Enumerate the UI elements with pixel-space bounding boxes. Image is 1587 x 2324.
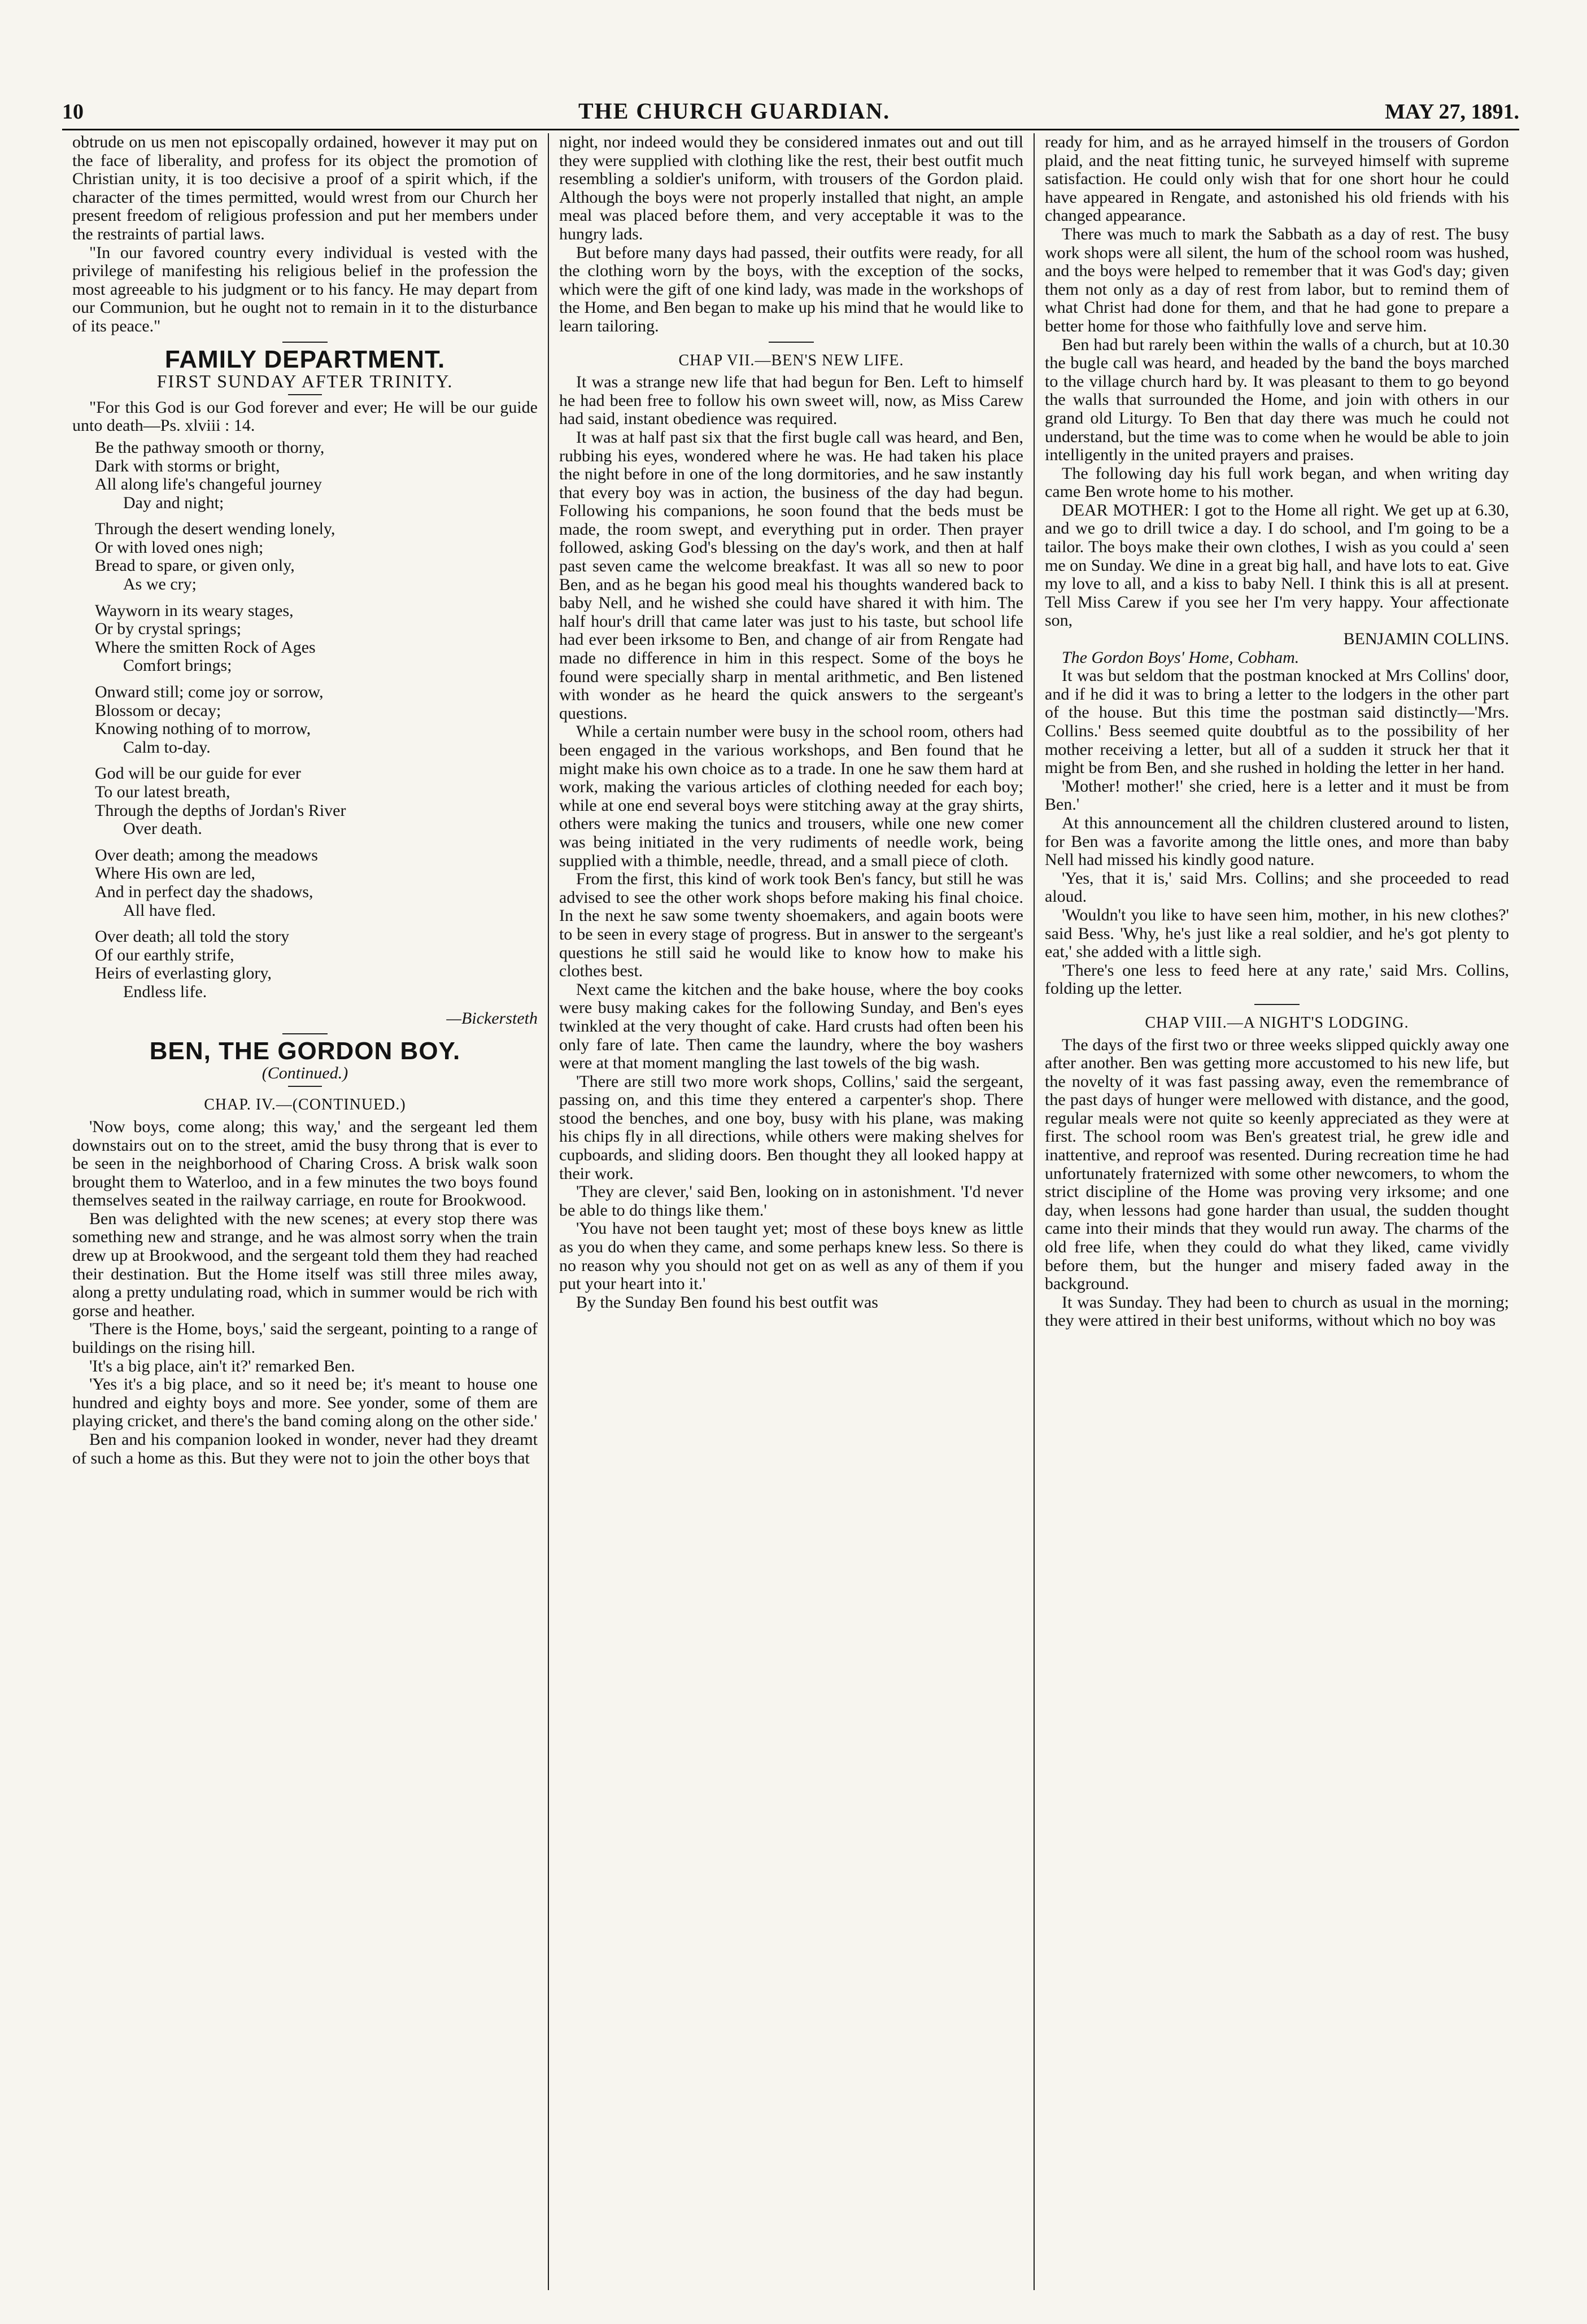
poem-line: Where His own are led, bbox=[95, 864, 256, 883]
poem-line: Through the depths of Jordan's River bbox=[95, 801, 346, 820]
article-paragraph: Ben had but rarely been within the walls of a church, but at 10.30 the bugle call was heard, and headed by the band the boys marched to the village church hard by. It was pleasant to them to go beyond the walls that surrounded the Home, and join with others in our grand old Liturgy. To Ben that day there was much he could not understand, but the time was to come when he would be able to join intelligently in the united prayers and praises. bbox=[1045, 335, 1509, 465]
poem-line: Of our earthly strife, bbox=[95, 945, 234, 964]
letter-body: DEAR MOTHER: I got to the Home all right. We get up at 6.30, and we go to drill twice a day. I do school, and I'm going to be a tailor. The boys make their own clothes, I wish as you could a' seen me on Sunday. We dine in a great big hall, and have lots to eat. Give my love to all, and a kiss to baby Nell. I think this is all at present. Tell Miss Carew if you see her I'm very happy. Your affectionate son, bbox=[1045, 500, 1509, 630]
article-paragraph: 'There's one less to feed here at any rate,' said Mrs. Collins, folding up the letter. bbox=[1045, 960, 1509, 998]
divider bbox=[1254, 1004, 1300, 1005]
poem-stanza bbox=[95, 520, 538, 593]
divider bbox=[769, 342, 814, 343]
family-department-heading: FAMILY DEPARTMENT. bbox=[164, 345, 446, 373]
poem-line: Day and night; bbox=[123, 493, 224, 512]
poem-line: Bread to spare, or given only, bbox=[95, 556, 295, 575]
article-paragraph: Ben was delighted with the new scenes; at every stop there was something new and strange, and he was almost sorry when the train drew up at Brookwood, and the sergeant told them they had reached their destination. But the Home itself was still three miles away, along a pretty undulating road, which in summer would be rich with gorse and heather. bbox=[72, 1209, 538, 1320]
poem-line: Endless life. bbox=[123, 982, 207, 1001]
poem-line: All along life's changeful journey bbox=[95, 475, 322, 494]
epigraph: "For this God is our God forever and ever; He will be our guide unto death—Ps. xlviii : 14. bbox=[72, 397, 538, 435]
article-paragraph: The days of the first two or three weeks slipped quickly away one after another. Ben was getting more accustomed to his new life, but the novelty of it was fast passing away, even the remembrance of the past days of hunger were mellowed with distance, and the good, regular meals were not quite so keenly appreciated as they were at first. The school room was Ben's greatest trial, he grew idle and inattentive, and reproof was resented. During recreation time he had unfortunately fraternized with some other newcomers, to whom the strict discipline of the Home was proving very irksome; and one day, when lessons had gone harder than usual, the sudden thought came into their minds that they would run away. The charms of the old free life, when they could do what they liked, came vividly before them, but the hunger and misery faded away in the background. bbox=[1045, 1035, 1509, 1294]
article-columns bbox=[62, 133, 1519, 2290]
article-paragraph: obtrude on us men not episcopally ordained, however it may put on the face of liberality, and profess for its object the promotion of Christian unity, it is too decisive a proof of a spirit which, if the character of the times permitted, would wrest from our Church her present freedom of religious profession and put her members under the restraints of partial laws. bbox=[72, 133, 538, 243]
article-paragraph: 'Mother! mother!' she cried, here is a letter and it must be from Ben.' bbox=[1045, 776, 1509, 814]
poem-stanza bbox=[95, 602, 538, 675]
poem-line: Where the smitten Rock of Ages bbox=[95, 637, 316, 657]
column-3 bbox=[1034, 133, 1519, 2290]
divider bbox=[282, 342, 328, 343]
article-paragraph: It was a strange new life that had begun for Ben. Left to himself he had been free to follow his own sweet will, now, as Miss Carew had said, instant obedience was required. bbox=[559, 373, 1023, 429]
column-1 bbox=[62, 133, 548, 2290]
poem-line: All have fled. bbox=[123, 901, 216, 920]
article-paragraph: 'They are clever,' said Ben, looking on in astonishment. 'I'd never be able to do things like them.' bbox=[559, 1182, 1023, 1220]
letter-address: The Gordon Boys' Home, Cobham. bbox=[1062, 648, 1300, 667]
poem-line: And in perfect day the shadows, bbox=[95, 882, 313, 901]
poem-line: Dark with storms or bright, bbox=[95, 456, 280, 475]
divider bbox=[288, 394, 322, 395]
poem-line: Over death. bbox=[123, 819, 202, 838]
story-heading: BEN, THE GORDON BOY. bbox=[149, 1037, 461, 1065]
article-paragraph: "In our favored country every individual is vested with the privilege of manifesting his religious belief in the profession the most agreeable to his judgment or to his fancy. He may depart from our Communion, but he ought not to remain in it to the disturbance of its peace." bbox=[72, 243, 538, 335]
article-paragraph: It was Sunday. They had been to church as usual in the morning; they were attired in their best uniforms, without which no boy was bbox=[1045, 1292, 1509, 1330]
article-paragraph: 'Yes, that it is,' said Mrs. Collins; and she proceeded to read aloud. bbox=[1045, 868, 1509, 906]
chapter-heading: CHAP VII.—BEN'S NEW LIFE. bbox=[678, 351, 904, 369]
column-2 bbox=[548, 133, 1034, 2290]
article-paragraph: It was but seldom that the postman knocked at Mrs Collins' door, and if he did it was to bring a letter to the lodgers in the other part of the house. But this time the postman said distinctly—'Mrs. Collins.' Bess seemed quite doubtful as to the possibility of her mother receiving a letter, but all of a sudden it struck her that it might be from Ben, and she rushed in holding the letter in her hand. bbox=[1045, 666, 1509, 777]
poem-line: Through the desert wending lonely, bbox=[95, 519, 335, 539]
letter-signature: BENJAMIN COLLINS. bbox=[1343, 630, 1509, 649]
newspaper-title: THE CHURCH GUARDIAN. bbox=[578, 98, 891, 124]
article-paragraph: By the Sunday Ben found his best outfit was bbox=[576, 1292, 878, 1312]
article-paragraph: At this announcement all the children clustered around to listen, for Ben was a favorite among the little ones, and more than baby Nell had missed his kindly good nature. bbox=[1045, 813, 1509, 870]
continued-label: (Continued.) bbox=[261, 1063, 348, 1082]
article-paragraph: 'Yes it's a big place, and so it need be; it's meant to house one hundred and eighty boys and more. See yonder, some of them are playing cricket, and there's the band coming along on the other side.' bbox=[72, 1375, 538, 1431]
poem-line: Be the pathway smooth or thorny, bbox=[95, 438, 325, 457]
article-paragraph: ready for him, and as he arrayed himself in the trousers of Gordon plaid, and the neat fitting tunic, he surveyed himself with supreme satisfaction. He could only wish that for one short hour he could have appeared in Rengate, and astonished his old friends with his changed appearance. bbox=[1045, 133, 1509, 225]
poem-line: Over death; among the meadows bbox=[95, 845, 318, 864]
poem-stanza bbox=[95, 846, 538, 920]
poem-line: As we cry; bbox=[123, 575, 197, 594]
article-paragraph: 'Wouldn't you like to have seen him, mother, in his new clothes?' said Bess. 'Why, he's just like a real soldier, and he's got plenty to eat,' she added with a little sigh. bbox=[1045, 905, 1509, 962]
chapter-heading: CHAP VIII.—A NIGHT'S LODGING. bbox=[1145, 1014, 1409, 1032]
poem-line: Wayworn in its weary stages, bbox=[95, 601, 294, 620]
page-header bbox=[62, 85, 1519, 130]
poem bbox=[95, 439, 538, 1002]
poem-line: Onward still; come joy or sorrow, bbox=[95, 683, 324, 702]
poem-stanza bbox=[95, 439, 538, 512]
poem-line: Or with loved ones nigh; bbox=[95, 538, 264, 557]
poem-line: Comfort brings; bbox=[123, 656, 232, 675]
article-paragraph: But before many days had passed, their outfits were ready, for all the clothing worn by the boys, with the exception of the socks, which were the gift of one kind lady, was made in the workshops of the Home, and Ben began to make up his mind that he would like to learn tailoring. bbox=[559, 243, 1023, 335]
poem-line: Over death; all told the story bbox=[95, 927, 290, 946]
divider bbox=[282, 1033, 328, 1034]
poem-line: Blossom or decay; bbox=[95, 701, 221, 720]
article-paragraph: 'It's a big place, ain't it?' remarked Ben. bbox=[89, 1356, 355, 1375]
page-number: 10 bbox=[62, 100, 84, 124]
article-paragraph: Next came the kitchen and the bake house, where the boy cooks were busy making cakes for the following Sunday, and Ben's eyes twinkled at the very thought of cake. Hard crusts had often been his only fare of late. Then came the laundry, where the boy washers were at that moment mangling the last towels of the big wash. bbox=[559, 980, 1023, 1073]
article-paragraph: 'You have not been taught yet; most of these boys knew as little as you do when they came, and some perhaps knew less. So there is no reason why you should not get on as well as any of them if you put your heart into it.' bbox=[559, 1219, 1023, 1294]
poem-attribution: —Bickersteth bbox=[446, 1008, 538, 1028]
poem-stanza bbox=[95, 928, 538, 1001]
poem-line: To our latest breath, bbox=[95, 783, 230, 801]
article-paragraph: 'Now boys, come along; this way,' and the sergeant led them downstairs out on to the street, amid the busy throng that is ever to be seen in the neighborhood of Charing Cross. A brisk walk soon brought them to Waterloo, and in a few minutes the two boys found themselves seated in the railway carriage, en route for Brookwood. bbox=[72, 1117, 538, 1210]
article-paragraph: 'There are still two more work shops, Collins,' said the sergeant, passing on, and this time they entered a carpenter's shop. There stood the benches, and one boy, busy with his plane, was making his chips fly in all directions, while others were making shelves for cupboards, and sliding doors. Ben thought they all looked happy at their work. bbox=[559, 1072, 1023, 1183]
article-paragraph: It was at half past six that the first bugle call was heard, and Ben, rubbing his eyes, wondered where he was. He had taken his place the night before in one of the long dormitories, and he saw instantly that every boy was in action, the business of the day had begun. Following his companions, he soon found that the beds must be made, the room swept, and everything put in order. Then prayer followed, asking God's blessing on the day's work, and then at half past seven came the welcome breakfast. It was all so new to poor Ben, and as he began his good meal his thoughts wandered back to baby Nell, and he wished she could have shared it with him. The half hour's drill that came later was just to his taste, but school life had ever been irksome to Ben, and change of air from Rengate had made no difference in him in this respect. Some of the boys he found were specially sharp in mental arithmetic, and Ben listened with wonder as he heard the quick answers to the sergeant's questions. bbox=[559, 427, 1023, 723]
poem-stanza bbox=[95, 683, 538, 757]
article-paragraph: night, nor indeed would they be considered inmates out and out till they were supplied with clothing like the rest, their best outfit much resembling a soldier's uniform, with trousers of the Gordon plaid. Although the boys were not properly installed that night, an ample meal was placed before them, and very acceptable it was to the hungry lads. bbox=[559, 133, 1023, 243]
poem-line: Or by crystal springs; bbox=[95, 619, 242, 639]
chapter-heading: CHAP. IV.—(CONTINUED.) bbox=[204, 1096, 406, 1114]
trinity-subheading: FIRST SUNDAY AFTER TRINITY. bbox=[156, 371, 454, 392]
poem-line: Knowing nothing of to morrow, bbox=[95, 719, 311, 739]
article-paragraph: From the first, this kind of work took Ben's fancy, but still he was advised to see the other work shops before making his final choice. In the next he saw some twenty shoemakers, and again boots were to be seen in every stage of progress. But in answer to the sergeant's questions he still said he would like to know how to make his clothes best. bbox=[559, 870, 1023, 981]
article-paragraph: The following day his full work began, and when writing day came Ben wrote home to his mother. bbox=[1045, 464, 1509, 501]
article-paragraph: 'There is the Home, boys,' said the sergeant, pointing to a range of buildings on the rising hill. bbox=[72, 1320, 538, 1357]
poem-stanza bbox=[95, 765, 538, 838]
poem-line: Calm to-day. bbox=[123, 737, 211, 757]
article-paragraph: Ben and his companion looked in wonder, never had they dreamt of such a home as this. But they were not to join the other boys that bbox=[72, 1430, 538, 1467]
divider bbox=[288, 1086, 322, 1087]
issue-date: MAY 27, 1891. bbox=[1385, 100, 1519, 124]
poem-line: God will be our guide for ever bbox=[95, 764, 301, 783]
article-paragraph: While a certain number were busy in the school room, others had been engaged in the various workshops, and Ben found that he might make his own choice as to a trade. In one he saw them hard at work, making the various articles of clothing needed for each boy; while at one end several boys were stitching away at the gray shirts, others were making the tunics and trousers, while one new comer was being initiated in the very rudiments of needle work, being supplied with a thimble, needle, thread, and a small piece of cloth. bbox=[559, 722, 1023, 870]
poem-line: Heirs of everlasting glory, bbox=[95, 964, 272, 983]
article-paragraph: There was much to mark the Sabbath as a day of rest. The busy work shops were all silent, the hum of the school room was hushed, and the boys were helped to remember that it was God's day; given them not only as a day of rest from labor, but to remind them of what Christ had done for them, and that he had gone to prepare a better home for those who faithfully love and serve him. bbox=[1045, 224, 1509, 335]
